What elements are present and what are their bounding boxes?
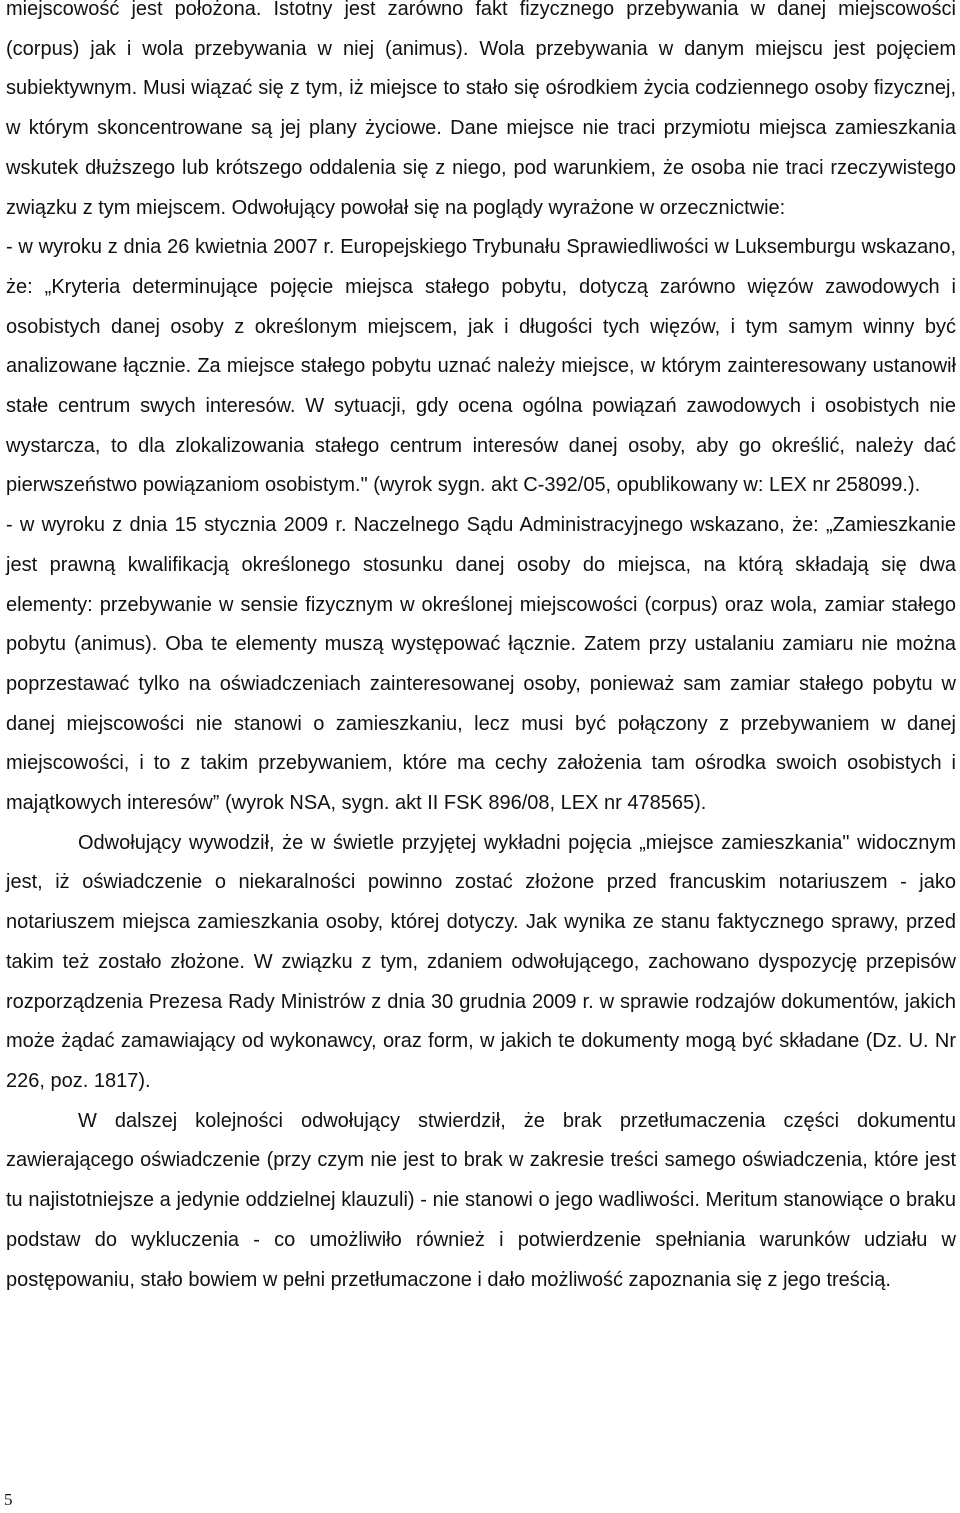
paragraph-residence-definition: miejscowość jest położona. Istotny jest zarówno fakt fizycznego przebywania w danej miejscowości (corpus) jak i wola przebywania w niej (animus). Wola przebywania w danym miejscu jest pojęciem subiektywnym. Musi wiązać się z tym, iż miejsce to stało się ośrodkiem życia codziennego osoby fizycznej, w którym skoncentrowane są jej plany życiowe. Dane miejsce nie traci przymiotu miejsca zamieszkania wskutek dłuższego lub krótszego oddalenia się z niego, pod warunkiem, że osoba nie traci rzeczywistego związku z tym miejscem. Odwołujący powołał się na poglądy wyrażone w orzecznictwie: xyxy=(6,0,956,219)
document-body xyxy=(6,0,956,1300)
paragraph-notary-argument: Odwołujący wywodził, że w świetle przyjętej wykładni pojęcia „miejsce zamieszkania" widocznym jest, iż oświadczenie o niekaralności powinno zostać złożone przed francuskim notariuszem - jako notariuszem miejsca zamieszkania osoby, której dotyczy. Jak wynika ze stanu faktycznego sprawy, przed takim też zostało złożone. W związku z tym, zdaniem odwołującego, zachowano dyspozycję przepisów rozporządzenia Prezesa Rady Ministrów z dnia 30 grudnia 2009 r. w sprawie rodzajów dokumentów, jakich może żądać zamawiający od wykonawcy, oraz form, w jakich te dokumenty mogą być składane (Dz. U. Nr 226, poz. 1817). xyxy=(6,831,956,1092)
page-number: 5 xyxy=(4,1490,13,1509)
paragraph-ecj-judgment: - w wyroku z dnia 26 kwietnia 2007 r. Europejskiego Trybunału Sprawiedliwości w Luksemburgu wskazano, że: „Kryteria determinujące pojęcie miejsca stałego pobytu, dotyczą zarówno więzów zawodowych i osobistych danej osoby z określonym miejscem, jak i długości tych więzów, i tym samym winny być analizowane łącznie. Za miejsce stałego pobytu uznać należy miejsce, w którym zainteresowany ustanowił stałe centrum swych interesów. W sytuacji, gdy ocena ogólna powiązań zawodowych i osobistych nie wystarcza, to dla zlokalizowania stałego centrum interesów danej osoby, aby go określić, należy dać pierwszeństwo powiązaniom osobistym." (wyrok sygn. akt C-392/05, opublikowany w: LEX nr 258099.). xyxy=(6,236,956,497)
paragraph-nsa-judgment: - w wyroku z dnia 15 stycznia 2009 r. Naczelnego Sądu Administracyjnego wskazano, że: „Zamieszkanie jest prawną kwalifikacją określonego stosunku danej osoby do miejsca, na którą składają się dwa elementy: przebywanie w sensie fizycznym w określonej miejscowości (corpus) oraz wola, zamiar stałego pobytu (animus). Oba te elementy muszą występować łącznie. Zatem przy ustalaniu zamiaru nie można poprzestawać tylko na oświadczeniach zainteresowanej osoby, ponieważ sam zamiar stałego pobytu w danej miejscowości nie stanowi o zamieszkaniu, lecz musi być połączony z przebywaniem w danej miejscowości, i to z takim przebywaniem, które ma cechy założenia tam ośrodka swoich osobistych i majątkowych interesów” (wyrok NSA, sygn. akt II FSK 896/08, LEX nr 478565). xyxy=(6,514,956,815)
paragraph-translation-argument: W dalszej kolejności odwołujący stwierdził, że brak przetłumaczenia części dokumentu zawierającego oświadczenie (przy czym nie jest to brak w zakresie treści samego oświadczenia, które jest tu najistotniejsze a jedynie oddzielnej klauzuli) - nie stanowi o jego wadliwości. Meritum stanowiące o braku podstaw do wykluczenia - co umożliwiło również i potwierdzenie spełniania warunków udziału w postępowaniu, stało bowiem w pełni przetłumaczone i dało możliwość zapoznania się z jego treścią. xyxy=(6,1109,956,1291)
